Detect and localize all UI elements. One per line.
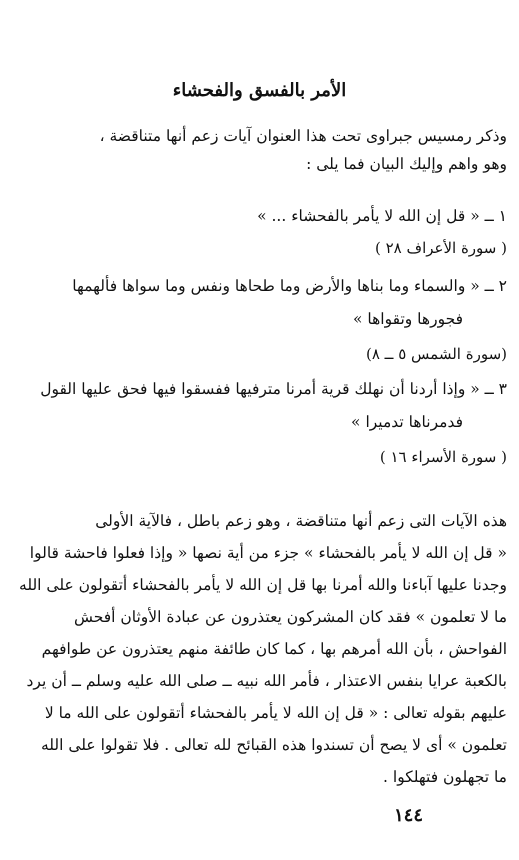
section-title: الأمر بالفسق والفحشاء (172, 80, 347, 101)
body-line: وجدنا عليها آباءنا والله أمرنا بها قل إن الله لا يأمر بالفحشاء أتقولون على الله (19, 576, 507, 594)
verse-citation-2: (سورة الشمس ٥ ــ ٨) (365, 345, 507, 363)
body-line: بالكعبة عرايا بنفس الاعتذار ، فأمر الله نبيه ــ صلى الله عليه وسلم ــ أن يرد (26, 672, 507, 690)
verse-citation-3: ( سورة الأسراء ١٦ ) (379, 448, 507, 466)
intro-line: وهو واهم وإليك البيان فما يلى : (306, 155, 507, 173)
body-line: الفواحش ، بأن الله أمرهم بها ، كما كان طائفة منهم يعتذرون عن طوافهم (41, 640, 507, 658)
verse-citation-1: ( سورة الأعراف ٢٨ ) (375, 239, 507, 257)
verse-item-3: ٣ ــ « وإذا أردنا أن نهلك قرية أمرنا مترفيها ففسقوا فيها فحق عليها القول (40, 380, 507, 398)
body-line: عليهم بقوله تعالى : « قل إن الله لا يأمر بالفحشاء أتقولون على الله ما لا (44, 704, 507, 722)
verse-item-2: ٢ ــ « والسماء وما بناها والأرض وما طحاها ونفس وما سواها فألهمها (72, 277, 507, 295)
body-line: ما تجهلون فتهلكوا . (383, 768, 507, 786)
body-line: تعلمون » أى لا يصح أن تسندوا هذه القبائح لله تعالى . فلا تقولوا على الله (40, 736, 507, 754)
verse-item-3-continued: فدمرناها تدميرا » (351, 413, 463, 431)
intro-line: وذكر رمسيس جبراوى تحت هذا العنوان آيات زعم أنها متناقضة ، (99, 127, 507, 145)
verse-item-1: ١ ــ « قل إن الله لا يأمر بالفحشاء ... » (257, 207, 507, 225)
body-line: هذه الآيات التى زعم أنها متناقضة ، وهو زعم باطل ، فالآية الأولى (95, 512, 507, 530)
body-line: « قل إن الله لا يأمر بالفحشاء » جزء من أية نصها « وإذا فعلوا فاحشة قالوا (29, 544, 507, 562)
page-number: ١٤٤ (393, 805, 423, 826)
verse-item-2-continued: فجورها وتقواها » (353, 310, 463, 328)
body-line: ما لا تعلمون » فقد كان المشركون يعتذرون عن عبادة الأوثان أفحش (73, 608, 507, 626)
